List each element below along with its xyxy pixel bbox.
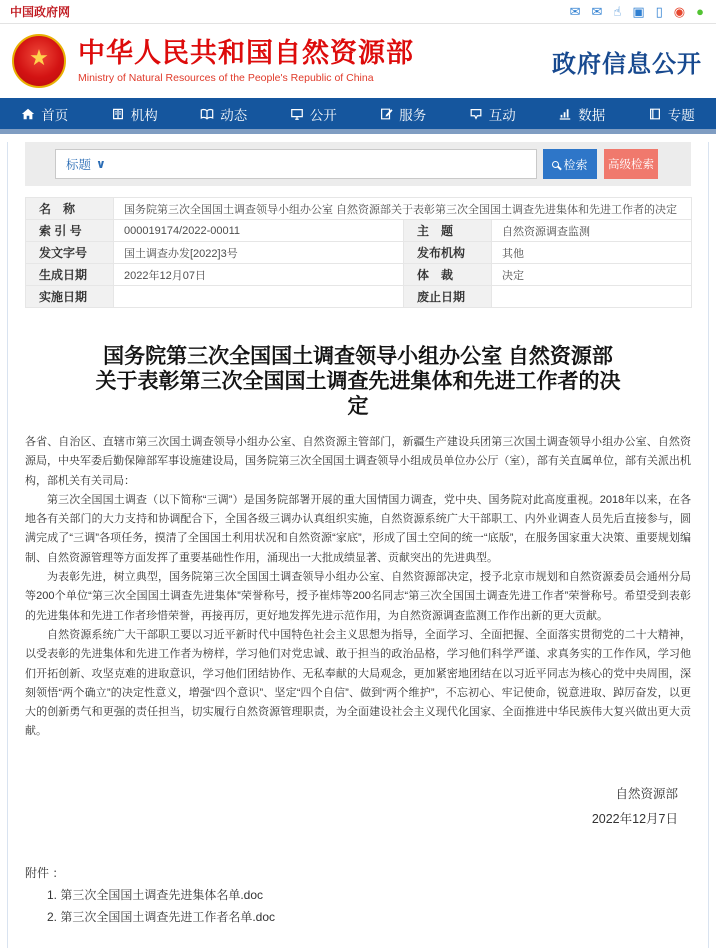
service-edit-icon <box>379 107 393 121</box>
meta-value-name: 国务院第三次全国国土调查领导小组办公室 自然资源部关于表彰第三次全国国土调查先进集体和先进工作者的决定 <box>114 198 692 220</box>
document-title <box>88 344 628 419</box>
meta-value-subject: 自然资源调查监测 <box>492 220 692 242</box>
signature-date: 2022年12月7日 <box>8 807 678 832</box>
nav-label: 数据 <box>578 104 605 124</box>
nav-item-interaction[interactable] <box>448 98 538 129</box>
meta-label-publisher: 发布机构 <box>404 242 492 264</box>
attachments-section <box>25 862 691 928</box>
paragraph-salutation: 各省、自治区、直辖市第三次国土调查领导小组办公室、自然资源主管部门，新疆生产建设兵团第三次国土调查领导小组办公室、自然资源局，中央军委后勤保障部军事设施建设局，国务院第三次全国国土调查领导小组成员单位办公厅（室），部有关直属单位，部有关派出机构，部机关有关司局： <box>25 433 691 491</box>
nav-label: 动态 <box>220 104 247 124</box>
nav-label: 首页 <box>41 104 68 124</box>
home-icon <box>21 107 35 121</box>
disclosure-monitor-icon <box>290 107 304 121</box>
search-button-label: 检索 <box>563 156 587 173</box>
national-emblem-logo <box>12 34 66 88</box>
search-button[interactable] <box>543 149 597 179</box>
meta-label-effective-date: 实施日期 <box>26 286 114 308</box>
topbar-icons <box>570 5 704 18</box>
data-chart-icon <box>558 107 572 121</box>
nav-item-disclosure[interactable] <box>269 98 359 129</box>
meta-value-doc-number: 国土调查办发[2022]3号 <box>114 242 404 264</box>
client-icon[interactable]: ▣ <box>632 5 644 18</box>
news-book-icon <box>200 107 214 121</box>
meta-label-subject: 主 题 <box>404 220 492 242</box>
table-row <box>26 286 692 308</box>
nav-item-special-topic[interactable] <box>627 98 716 129</box>
meta-label-repeal-date: 废止日期 <box>404 286 492 308</box>
paragraph-commendation: 为表彰先进，树立典型，国务院第三次全国国土调查领导小组办公室、自然资源部决定，授予北京市规划和自然资源委员会通州分局等200个单位“第三次全国国土调查先进集体”荣誉称号，授予崔炜等200名同志“第三次全国国土调查先进工作者”荣誉称号。希望受到表彰的先进集体和先进工作者珍惜荣誉，再接再厉，更好地发挥先进示范作用，为自然资源调查监测工作作出新的更大贡献。 <box>25 568 691 626</box>
signature-org: 自然资源部 <box>8 782 678 807</box>
meta-label-doc-number: 发文字号 <box>26 242 114 264</box>
meta-value-effective-date <box>114 286 404 308</box>
meta-value-repeal-date <box>492 286 692 308</box>
attachment-link-collectives[interactable]: 1. 第三次全国国土调查先进集体名单.doc <box>47 884 691 906</box>
meta-value-index-no: 000019174/2022-00011 <box>114 220 404 242</box>
nav-label: 公开 <box>310 104 337 124</box>
document-title-line1: 国务院第三次全国国土调查领导小组办公室 自然资源部 <box>88 344 628 369</box>
advanced-search-button[interactable]: 高级检索 <box>604 149 658 179</box>
meta-value-genre: 决定 <box>492 264 692 286</box>
mobile-icon[interactable]: ▯ <box>656 5 663 18</box>
special-topic-icon <box>648 107 662 121</box>
mail-subscribe-icon[interactable]: ✉ <box>592 5 603 18</box>
nav-label: 机构 <box>131 104 158 124</box>
meta-value-publisher: 其他 <box>492 242 692 264</box>
main-nav <box>0 98 716 129</box>
paragraph-background: 第三次全国国土调查（以下简称“三调”）是国务院部署开展的重大国情国力调查，党中央、国务院对此高度重视。2018年以来，在各地各有关部门的大力支持和协调配合下，全国各级三调办认真组织实施，自然资源系统广大干部职工、内外业调查人员先后直接参与，圆满完成了“三调”各项任务，摸清了全国国土利用状况和自然资源“家底”，形成了国土空间的统一“底版”，在服务国家重大决策、重要规划编制、自然资源管理等方面发挥了重要基础性作用，涌现出一大批成绩显著、贡献突出的先进典型。 <box>25 491 691 568</box>
search-input[interactable] <box>55 149 537 179</box>
weibo-icon[interactable]: ◉ <box>674 5 685 18</box>
document-meta-table <box>25 197 692 308</box>
document-body <box>25 433 691 742</box>
organization-icon <box>111 107 125 121</box>
nav-item-organization[interactable] <box>90 98 180 129</box>
masthead <box>0 24 716 98</box>
nav-bottom-strip <box>0 129 716 134</box>
meta-value-create-date: 2022年12月07日 <box>114 264 404 286</box>
nav-label: 专题 <box>668 104 695 124</box>
attachments-label: 附件 ： <box>25 862 691 884</box>
accessibility-icon[interactable]: ☝ <box>613 5 621 18</box>
signature-block <box>8 782 678 832</box>
ministry-titles <box>78 38 414 84</box>
ministry-title-cn: 中华人民共和国自然资源部 <box>78 38 414 69</box>
nav-label: 互动 <box>489 104 516 124</box>
wechat-icon[interactable]: ● <box>696 5 704 18</box>
meta-label-genre: 体 裁 <box>404 264 492 286</box>
nav-item-service[interactable] <box>358 98 448 129</box>
table-row <box>26 220 692 242</box>
nav-item-home[interactable] <box>0 98 90 129</box>
emblem-star-icon: ★ <box>29 47 49 69</box>
nav-label: 服务 <box>399 104 426 124</box>
magnifier-icon <box>552 161 559 168</box>
meta-label-create-date: 生成日期 <box>26 264 114 286</box>
paragraph-call-to-action: 自然资源系统广大干部职工要以习近平新时代中国特色社会主义思想为指导，全面学习、全面把握、全面落实贯彻党的二十大精神，以受表彰的先进集体和先进工作者为榜样，学习他们对党忠诚、敢于担当的政治品格，学习他们科学严谨、求真务实的工作作风，学习他们开拓创新、攻坚克难的进取意识，学习他们团结协作、无私奉献的大局观念，更加紧密地团结在以习近平同志为核心的党中央周围，深刻领悟“两个确立”的决定性意义，增强“四个意识”、坚定“四个自信”、做到“两个维护”，不忘初心、牢记使命，锐意进取、踔厉奋发，以更大的创新勇气和更强的责任担当，切实履行自然资源管理职责，为全面建设社会主义现代化国家、全面推进中华民族伟大复兴做出更大贡献。 <box>25 626 691 742</box>
top-utility-bar <box>0 0 716 24</box>
nav-item-data[interactable] <box>537 98 627 129</box>
gov-info-disclosure-title: 政府信息公开 <box>552 44 702 79</box>
meta-label-index-no: 索 引 号 <box>26 220 114 242</box>
table-row <box>26 242 692 264</box>
nav-item-news[interactable] <box>179 98 269 129</box>
attachment-link-workers[interactable]: 2. 第三次全国国土调查先进工作者名单.doc <box>47 906 691 928</box>
meta-label-name: 名 称 <box>26 198 114 220</box>
table-row <box>26 198 692 220</box>
interaction-chat-icon <box>469 107 483 121</box>
ministry-title-en: Ministry of Natural Resources of the People's Republic of China <box>78 72 414 84</box>
search-field-selector[interactable]: 标题 <box>66 155 91 173</box>
content-frame <box>7 142 709 948</box>
document-title-line2: 关于表彰第三次全国国土调查先进集体和先进工作者的决定 <box>88 369 628 419</box>
mail-icon[interactable]: ✉ <box>570 5 581 18</box>
search-band <box>25 142 691 186</box>
chevron-down-icon: ∨ <box>96 157 106 171</box>
table-row <box>26 264 692 286</box>
gov-site-link[interactable]: 中国政府网 <box>10 3 70 20</box>
